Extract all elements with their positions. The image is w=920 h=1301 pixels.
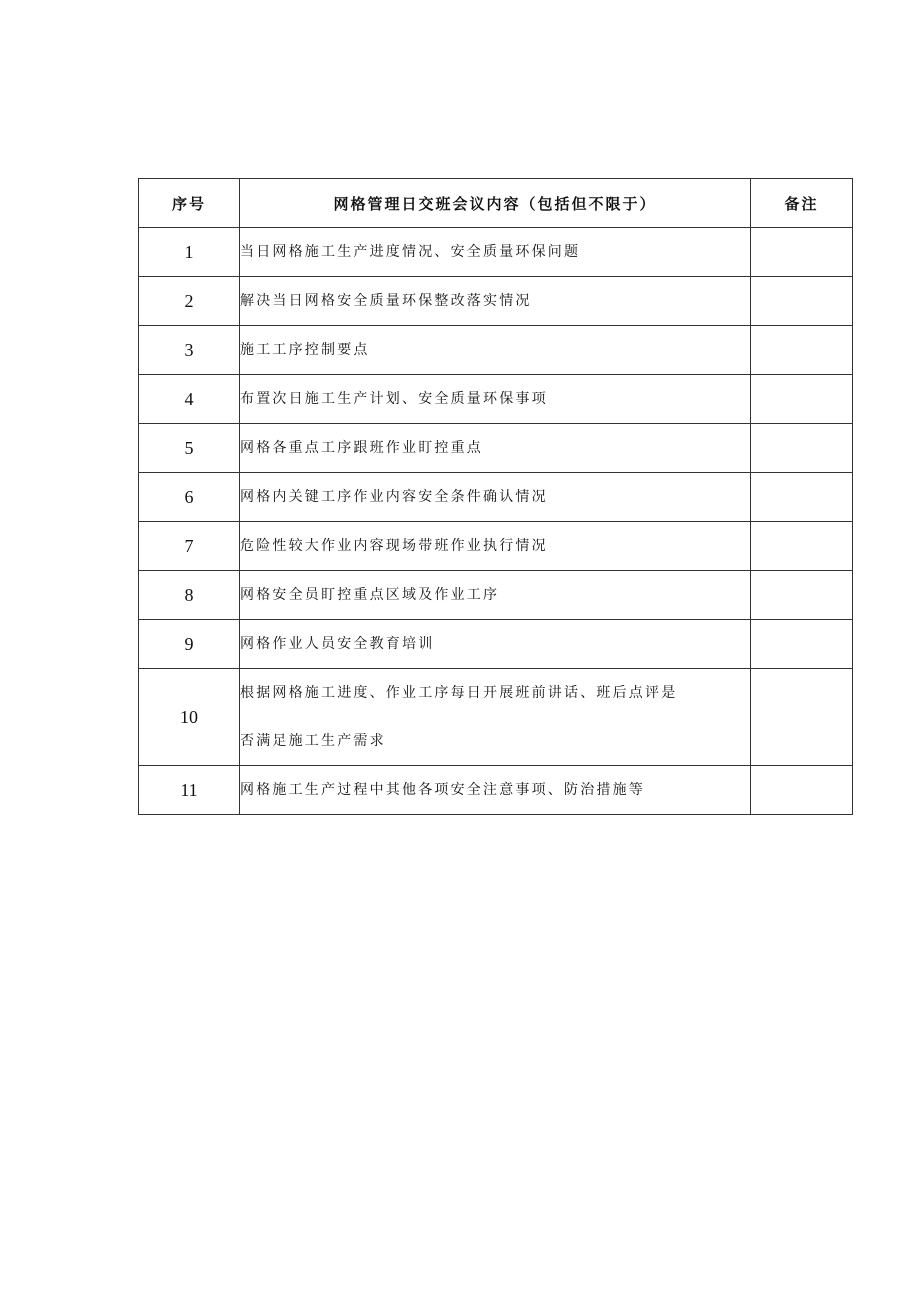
table-row	[139, 326, 853, 375]
row-number: 8	[139, 571, 240, 620]
header-no: 序号	[139, 179, 240, 228]
table-row	[139, 571, 853, 620]
table-row	[139, 766, 853, 815]
row-content	[240, 620, 751, 669]
row-content-line: 网格作业人员安全教育培训	[240, 636, 435, 652]
row-content-line: 网格施工生产过程中其他各项安全注意事项、防治措施等	[240, 782, 645, 798]
row-content-line: 网格各重点工序跟班作业盯控重点	[240, 440, 483, 456]
row-number: 2	[139, 277, 240, 326]
row-remark	[751, 473, 853, 522]
row-number: 6	[139, 473, 240, 522]
table-row	[139, 620, 853, 669]
row-number: 5	[139, 424, 240, 473]
row-content	[240, 522, 751, 571]
row-number: 7	[139, 522, 240, 571]
row-number: 1	[139, 228, 240, 277]
row-remark	[751, 522, 853, 571]
row-remark	[751, 326, 853, 375]
row-content	[240, 277, 751, 326]
row-content-line: 网格安全员盯控重点区域及作业工序	[240, 587, 500, 603]
row-remark	[751, 277, 853, 326]
table-row	[139, 473, 853, 522]
row-remark	[751, 228, 853, 277]
handover-meeting-table	[138, 178, 853, 815]
row-content	[240, 766, 751, 815]
row-remark	[751, 571, 853, 620]
row-content-line: 解决当日网格安全质量环保整改落实情况	[240, 293, 532, 309]
row-content	[240, 375, 751, 424]
row-number: 9	[139, 620, 240, 669]
row-remark	[751, 424, 853, 473]
row-number: 10	[139, 669, 240, 766]
header-remark: 备注	[751, 179, 853, 228]
table-row	[139, 424, 853, 473]
row-content-line: 网格内关键工序作业内容安全条件确认情况	[240, 489, 548, 505]
row-content-line: 当日网格施工生产进度情况、安全质量环保问题	[240, 244, 581, 260]
row-number: 11	[139, 766, 240, 815]
table-row	[139, 375, 853, 424]
table-row	[139, 228, 853, 277]
row-content-line: 根据网格施工进度、作业工序每日开展班前讲话、班后点评是	[240, 685, 678, 701]
row-remark	[751, 620, 853, 669]
row-content	[240, 228, 751, 277]
row-number: 3	[139, 326, 240, 375]
header-content: 网格管理日交班会议内容（包括但不限于）	[240, 179, 751, 228]
row-number: 4	[139, 375, 240, 424]
row-remark	[751, 669, 853, 766]
row-content	[240, 424, 751, 473]
row-remark	[751, 766, 853, 815]
row-content-line: 施工工序控制要点	[240, 342, 370, 358]
row-content	[240, 571, 751, 620]
row-content-line: 否满足施工生产需求	[240, 733, 386, 749]
table-header-row	[139, 179, 853, 228]
row-content	[240, 473, 751, 522]
table-row	[139, 522, 853, 571]
table-row	[139, 669, 853, 766]
row-content-line: 危险性较大作业内容现场带班作业执行情况	[240, 538, 548, 554]
row-content	[240, 326, 751, 375]
row-remark	[751, 375, 853, 424]
table-row	[139, 277, 853, 326]
row-content	[240, 669, 751, 766]
row-content-line: 布置次日施工生产计划、安全质量环保事项	[240, 391, 548, 407]
